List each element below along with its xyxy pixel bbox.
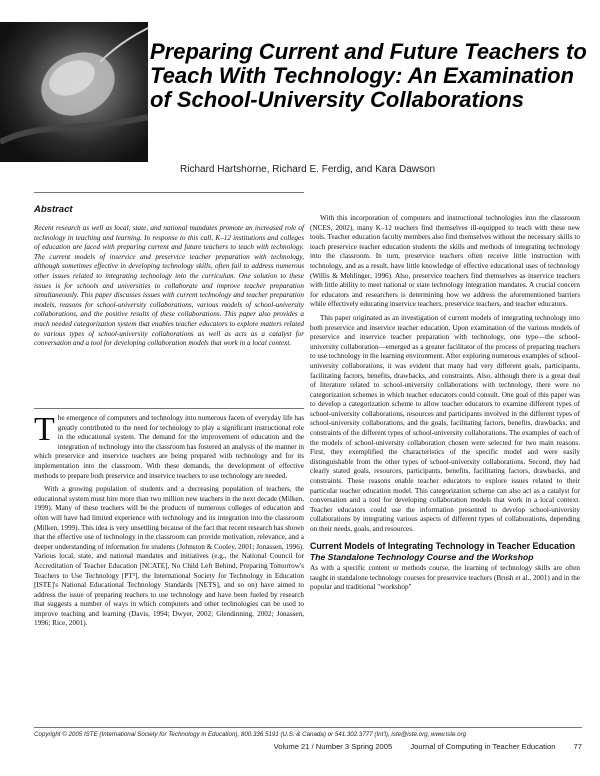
- left-column: [34, 411, 304, 633]
- body-paragraph: With this incorporation of computers and instructional technologies into the classroom (NCES, 2002), many K–12 teachers find themselves ill-equipped to teach with these new tools. Teacher education faculty members also find themselves without the necessary skills to teach preservice teacher education students the skills and methods of integrating technology into the classroom. In turn, preservice teachers often receive little instruction with technology, and as a result, have little knowledge of effective educational uses of technology (Willis & Mehlinger, 1996). Also, preservice teachers find themselves as inservice teachers with little ability to meet national or state technology integration mandates. A crucial concern for educators and researchers is determining how we address the aforementioned barriers while effectively educating inservice teachers, preservice teachers, and teacher educators.: [310, 214, 580, 309]
- right-column: [310, 214, 580, 597]
- subsection-heading: The Standalone Technology Course and the Workshop: [310, 551, 534, 562]
- divider-top: [34, 192, 304, 193]
- abstract-body: Recent research as well as local, state, and national mandates promote an increased role of technology in teaching and learning. In response to this call, K–12 institutions and colleges of education are faced with preparing current and future teachers to teach with technology. The current models of inservice and preservice teacher preparation with technology, although sometimes effective in developing technology skills, often fail to address numerous other issues related to integrating technology into the curriculum. One solution to these issues is for schools and universities to collaborate and improve teacher preparation simultaneously. This paper discusses issues with current technology and teacher preparation models, reasons for school-university collaborations, various models of school-university collaborations, and the positive results of these collaborations. This paper also provides a much needed categorization system that enables teacher educators to explore matters related to various types of school-university collaborations as well as acts as a catalyst for conversation and a tool for developing collaboration models that work in a local context.: [34, 224, 304, 348]
- abstract-heading: Abstract: [34, 204, 73, 215]
- intro-paragraph: [34, 411, 304, 481]
- article-authors: Richard Hartshorne, Richard E. Ferdig, and Kara Dawson: [180, 164, 436, 175]
- divider-abstract: [34, 408, 304, 409]
- intro-paragraph-text: he emergence of computers and technology into numerous facets of everyday life has greatly contributed to the need for technology to play a significant instructional role in the educational system. The demand for the improvement of education and the integration of technology into the classroom has fostered an analysis of the manner in which preservice and inservice teachers are being prepared with technology and for its implementation into the classroom. With these demands, the development of effective methods to prepare both preservice and inservice teachers to use technology are needed.: [34, 414, 304, 480]
- cover-photo-computer-mouse: [0, 22, 148, 162]
- footer-page-number: 77: [573, 742, 582, 751]
- mouse-image-icon: [0, 22, 148, 162]
- page-footer: [200, 742, 582, 751]
- footer-journal: Journal of Computing in Teacher Education: [410, 742, 556, 751]
- footer-volume: Volume 21 / Number 3 Spring 2005: [273, 742, 393, 751]
- section-heading: Current Models of Integrating Technology in Teacher Education: [310, 540, 576, 551]
- article-title: Preparing Current and Future Teachers to Teach With Technology: An Examination of School-University Collaborations: [150, 39, 587, 112]
- body-paragraph: With a growing population of students and a decreasing population of teachers, the educational system must hire more than two million new teachers in the next decade (Milken, 1999). Many of these teachers will be the products of numerous colleges of education and often will have had limited experience with technology and its integration into the classroom (Milken, 1999). This idea is very unsettling because of the fact that recent research has shown that the effective use of technology in the classroom can provide motivation, relevance, and a deeper understanding of information for students (Johnston & Cooley, 2001; Jonassen, 1996). Various local, state, and national mandates and initiatives (e.g., the National Council for Accreditation of Teacher Education [NCATE], No Child Left Behind, Preparing Tomorrow's Teachers to Use Technology [PT³], the International Society for Technology in Education [ISTE]'s National Educational Technology Standards [NETS], and so on) have aimed to address the issue of preparing teachers to use technology and have been fueled by research that suggests a number of ways in which computers and other technologies can be used to improve teaching and learning (Davis, 1994; Dwyer, 2002; Glendinning, 2002; Jonassen, 1996; Rice, 2001).: [34, 485, 304, 628]
- divider-footer: [34, 727, 582, 728]
- drop-cap: T: [34, 411, 55, 448]
- body-paragraph: As with a specific content or methods course, the learning of technology skills are often taught in standalone technology courses for preservice teachers (Brush et al., 2001) and in the popular and traditional "workshop": [310, 564, 580, 592]
- body-paragraph: This paper originated as an investigation of current models of integrating technology into both preservice and inservice teacher education. Upon examination of the various models of preservice and inservice teacher preparation with technology, one type—the school-university collaboration—emerged as a greater facilitator of the process of preparing teachers to use technology in the learning environment. After exploring numerous examples of school-university collaborations, it was evident that many had very different goals, participants, facilitating factors, benefits, drawbacks, and constraints. Also, although there is a great deal of literature related to school-university collaborations with technology, there were no categorization schemes in which teacher educators could consult. One goal of this paper was to develop a categorization scheme to allow teacher educators to examine different types of school-university collaborations, resources and participants involved in the different types of school-university collaborations, and the goals, facilitating factors, benefits, drawbacks, and constraints of the different types of school-university collaborations. The examples of each of the models of school-university collaboration chosen were selected for two main reasons. First, they exemplified the characteristics of the specific model and were easily distinguishable from the other types of school-university collaborations. Second, they had clearly stated goals, resources, participants, benefits, facilitating factors, drawbacks, and constraints. These reasons enable teacher educators to explore issues related to their particular teacher education model. This categorization scheme can also act as a catalyst for conversation and a tool for developing collaboration models that work in a local context. Teacher educators could use the information presented to develop school-university collaborations by integrating various aspects of different types of collaborations, depending on their needs, goals, and resources.: [310, 313, 580, 533]
- copyright-notice: Copyright © 2005 ISTE (International Society for Technology in Education), 800.336.5191 (U.S. & Canada) or 541.302.3777 (Int'l), iste@iste.org, www.iste.org: [34, 731, 467, 738]
